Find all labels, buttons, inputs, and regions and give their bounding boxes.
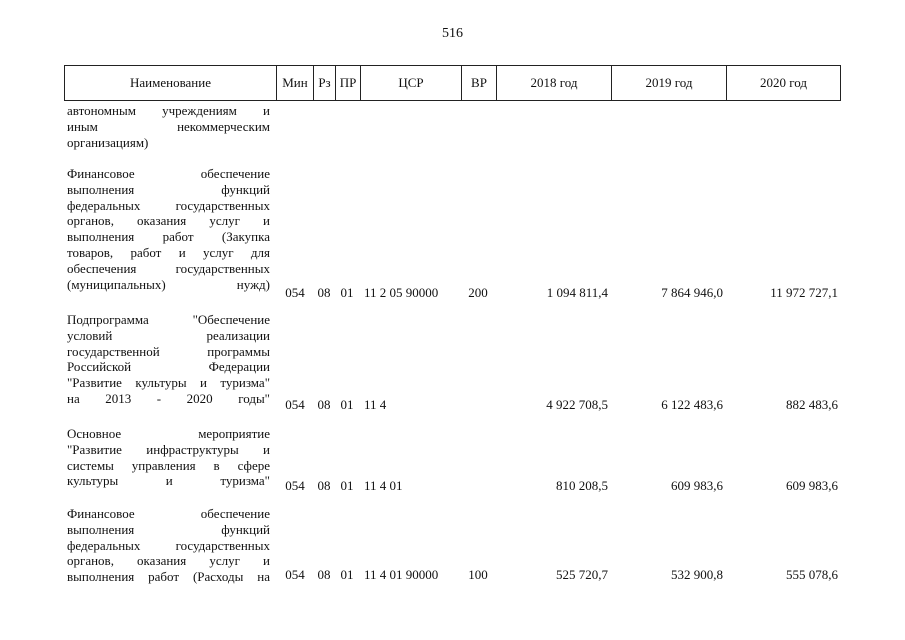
header-name: Наименование	[130, 75, 211, 90]
cell-pr: 01	[340, 478, 354, 493]
cell-2018: 525 720,7	[556, 567, 608, 582]
table-header	[64, 65, 841, 101]
cell-rz: 08	[317, 478, 331, 493]
row-name-line: выполнения работ (Расходы на	[67, 569, 270, 585]
header-2018: 2018 год	[496, 66, 611, 100]
row-name	[67, 166, 270, 292]
row-name	[67, 426, 270, 489]
row-name-line: выполнения функций	[67, 521, 270, 537]
row-name-line: организациям)	[67, 134, 149, 150]
cell-pr: 01	[340, 285, 354, 300]
row-name-line: товаров, работ и услуг для	[67, 244, 270, 260]
cell-2020: 609 983,6	[786, 478, 838, 493]
cell-min: 054	[285, 478, 305, 493]
cell-2019: 7 864 946,0	[661, 285, 723, 300]
row-name-line: Основное мероприятие	[67, 426, 270, 441]
cell-csr: 11 2 05 90000	[364, 285, 439, 300]
row-name-line: "Развитие культуры и туризма"	[67, 375, 270, 391]
row-name-line: выполнения работ (Закупка	[67, 229, 270, 245]
row-name	[67, 506, 270, 585]
cell-vr: 100	[468, 567, 488, 582]
cell-2018: 810 208,5	[556, 478, 608, 493]
header-rz: Рз	[313, 66, 335, 100]
cell-min: 054	[285, 567, 305, 582]
header-2019: 2019 год	[611, 66, 726, 100]
cell-rz: 08	[317, 285, 331, 300]
cell-2018: 1 094 811,4	[546, 285, 608, 300]
cell-2019: 6 122 483,6	[661, 397, 723, 412]
row-name-line: на 2013 - 2020 годы"	[67, 390, 270, 406]
row-name	[67, 103, 270, 150]
cell-pr: 01	[340, 567, 354, 582]
row-name-line: Финансовое обеспечение	[67, 506, 270, 521]
cell-csr: 11 4	[364, 397, 387, 412]
header-vr: ВР	[461, 66, 496, 100]
row-name-line: органов, оказания услуг и	[67, 213, 270, 229]
cell-2019: 532 900,8	[671, 567, 723, 582]
cell-pr: 01	[340, 397, 354, 412]
cell-2019: 609 983,6	[671, 478, 723, 493]
row-name-line: иным некоммерческим	[67, 118, 270, 134]
row-name-line: Российской Федерации	[67, 359, 270, 375]
header-csr: ЦСР	[360, 66, 461, 100]
cell-2020: 882 483,6	[786, 397, 838, 412]
row-name-line: государственной программы	[67, 343, 270, 359]
cell-rz: 08	[317, 397, 331, 412]
row-name-line: федеральных государственных	[67, 197, 270, 213]
row-name-line: автономным учреждениям и	[67, 103, 270, 118]
row-name-line: условий реализации	[67, 327, 270, 343]
row-name-line: обеспечения государственных	[67, 260, 270, 276]
cell-csr: 11 4 01	[364, 478, 403, 493]
row-name-line: системы управления в сфере	[67, 457, 270, 473]
cell-min: 054	[285, 285, 305, 300]
header-min: Мин	[276, 66, 313, 100]
cell-2020: 555 078,6	[786, 567, 838, 582]
row-name-line: федеральных государственных	[67, 537, 270, 553]
row-name-line: культуры и туризма"	[67, 473, 270, 489]
row-name	[67, 312, 270, 407]
cell-csr: 11 4 01 90000	[364, 567, 439, 582]
cell-vr: 200	[468, 285, 488, 300]
row-name-line: выполнения функций	[67, 181, 270, 197]
row-name-line: "Развитие инфраструктуры и	[67, 441, 270, 457]
row-name-line: Подпрограмма "Обеспечение	[67, 312, 270, 327]
row-name-line: Финансовое обеспечение	[67, 166, 270, 181]
cell-rz: 08	[317, 567, 331, 582]
row-name-line: (муниципальных) нужд)	[67, 276, 270, 292]
cell-2018: 4 922 708,5	[546, 397, 608, 412]
page-number: 516	[442, 26, 463, 41]
header-pr: ПР	[335, 66, 360, 100]
cell-min: 054	[285, 397, 305, 412]
header-2020: 2020 год	[726, 66, 840, 100]
row-name-line: органов, оказания услуг и	[67, 553, 270, 569]
cell-2020: 11 972 727,1	[770, 285, 838, 300]
